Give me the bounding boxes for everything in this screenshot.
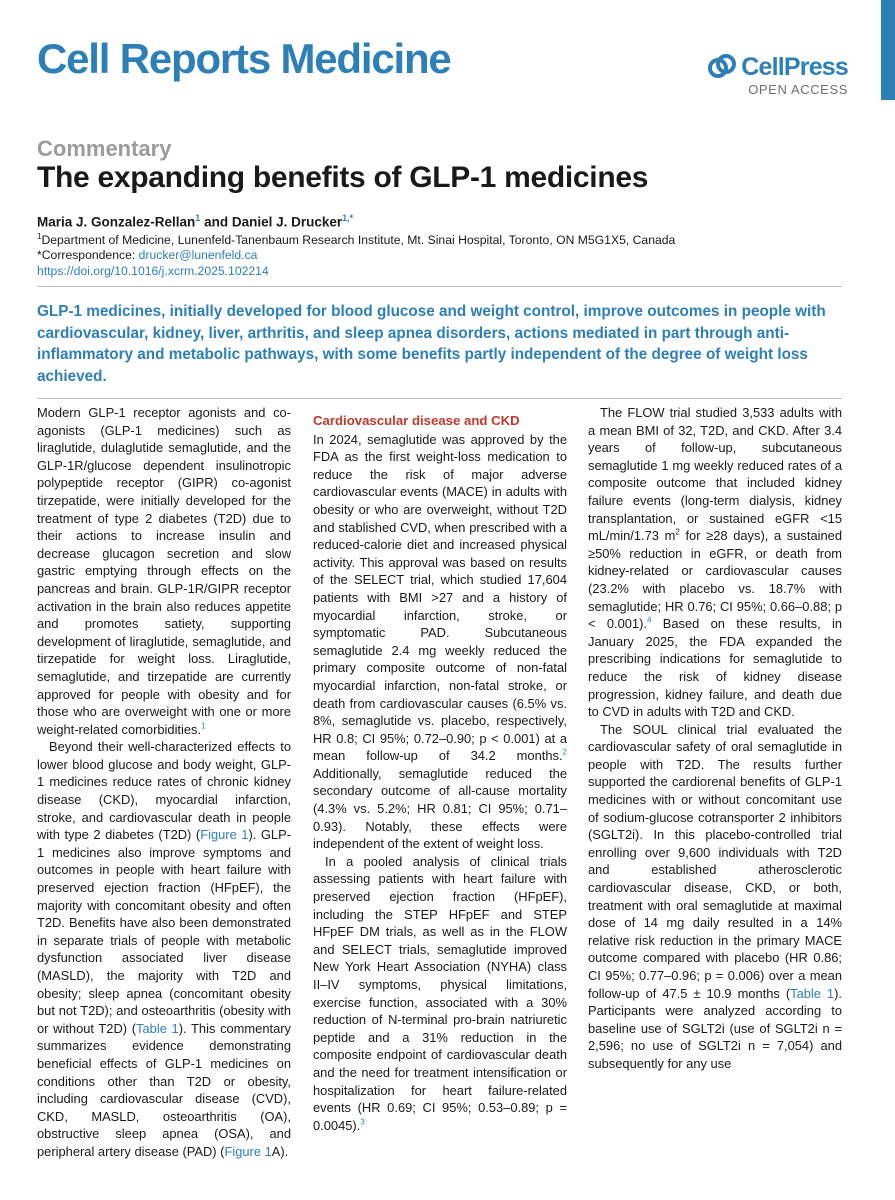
author-name: Daniel J. Drucker [231,214,343,230]
abstract-bottom-rule [37,398,842,399]
publisher-name: CellPress [741,52,848,81]
superscript: 2 [675,527,680,537]
edge-accent-bar [881,0,895,100]
citation-link[interactable]: 2 [562,747,567,757]
author-affiliation-marker: 1,* [342,213,354,223]
journal-title: Cell Reports Medicine [37,35,451,82]
author-list [37,213,353,230]
affiliation-marker: 1 [37,232,42,241]
paragraph-text: Based on these results, in January 2025, the FDA expanded the prescribing indications for semaglutide to reduce the risk of kidney disease progression, kidney failure, and death due to CVD in adults with T2D and CKD. [588,616,842,720]
doi-link[interactable]: https://doi.org/10.1016/j.xcrm.2025.102214 [37,264,269,278]
author-conjunction: and [200,214,232,230]
paragraph-text: In 2024, semaglutide was approved by the FDA as the first weight-loss medication to reduce the risk of major adverse cardiovascular events (MACE) in adults with obesity or who are overweight, without T2D and stablished CVD, when prescribed with a reduced-calorie diet and increased physical activity. This approval was based on results of the SELECT trial, which studied 17,604 patients with BMI >27 and a history of myocardial infarction, stroke, or symptomatic PAD. Subcutaneous semaglutide 2.4 mg weekly reduced the primary composite outcome of non-fatal myocardial infarction, non-fatal stroke, or death from cardiovascular causes (6.5% vs. 8%, semaglutide vs. placebo, respectively, HR 0.8; CI 95%; 0.72–0.90; p < 0.001) at a mean follow-up of 34.2 months. [313,431,567,764]
paragraph-text: ). GLP-1 medicines also improve symptoms and outcomes in people with heart failure with preserved ejection fraction (HFpEF), the majority with concomitant obesity and often T2D. Benefits have also been demonstrated in separate trials of people with metabolic dysfunction associated liver disease (MASLD), the majority with T2D and obesity; sleep apnea (concomitant obesity but not T2D); and osteoarthritis (obesity with or without T2D) ( [37,827,291,1036]
body-column-1 [37,404,291,1161]
article-type: Commentary [37,136,172,161]
body-column-2 [313,404,567,1134]
cellpress-logo-icon [707,52,737,82]
abstract: GLP-1 medicines, initially developed for blood glucose and weight control, improve outcomes in people with cardiovascular, kidney, liver, arthritis, and sleep apnea disorders, actions mediated in part through anti-inflammatory and metabolic pathways, with some benefits partly independent of the degree of weight loss achieved. [37,303,826,385]
paragraph-text: for ≥28 days), a sustained ≥50% reduction in eGFR, or death from kidney-related or cardiovascular causes (23.2% with placebo vs. 18.7% with semaglutide; HR 0.76; CI 95%; 0.66–0.88; p < 0.001). [588,528,842,632]
paragraph [588,404,842,721]
paragraph-text: The FLOW trial studied 3,533 adults with a mean BMI of 32, T2D, and CKD. After 3.4 years of follow-up, subcutaneous semaglutide 1 mg weekly reduced rates of a composite outcome that included kidney failure events (long-term dialysis, kidney transplantation, or sustained eGFR <15 mL/min/1.73 m [588,405,842,544]
author-name: Maria J. Gonzalez-Rellan [37,214,196,230]
correspondence-label: *Correspondence: [37,248,139,262]
correspondence-email-link[interactable]: drucker@lunenfeld.ca [138,248,258,262]
table-link[interactable]: Table 1 [790,985,835,1001]
paragraph-text: Beyond their well-characterized effects to lower blood glucose and body weight, GLP-1 medicines reduce rates of chronic kidney disease (CKD), myocardial infarction, stroke, and cardiovascular death in people with type 2 diabetes (T2D) ( [37,739,291,843]
figure-link[interactable]: Figure 1 [200,827,249,843]
correspondence [37,248,257,262]
paragraph-text: Additionally, semaglutide reduced the secondary outcome of all-cause mortality (4.3% vs. 5.2%; HR 0.81; CI 95%; 0.71–0.93). Notably, these effects were independent of the extent of weight loss. [313,765,567,852]
publisher-badge [700,52,848,97]
paragraph [37,404,291,738]
author-affiliation-marker: 1 [195,213,201,223]
paragraph-text: ). Participants were analyzed according to baseline use of SGLT2i (use of SGLT2i n = 2,596; no use of SGLT2i n = 7,054) and subsequently for any use [588,985,842,1071]
table-link[interactable]: Table 1 [136,1020,179,1036]
citation-link[interactable]: 4 [646,615,652,625]
abstract-top-rule [37,286,842,287]
affiliation-text: Department of Medicine, Lunenfeld-Tanenbaum Research Institute, Mt. Sinai Hospital, Toronto, ON M5G1X5, Canada [41,233,676,248]
citation-link[interactable]: 1 [201,721,206,731]
article-title: The expanding benefits of GLP-1 medicines [37,161,649,194]
paragraph [313,431,567,853]
figure-link[interactable]: Figure 1 [224,1143,272,1159]
section-heading: Cardiovascular disease and CKD [313,413,520,428]
citation-link[interactable]: 3 [360,1117,365,1127]
paragraph-text: ). This commentary summarizes evidence demonstrating beneficial effects of GLP-1 medicines on conditions other than T2D or obesity, including cardiovascular disease (CVD), CKD, MASLD, osteoarthritis (OA), obstructive sleep apnea (OSA), and peripheral artery disease (PAD) ( [37,1020,291,1159]
paragraph [313,853,567,1135]
open-access-label: OPEN ACCESS [748,82,848,97]
paragraph [588,721,842,1073]
paragraph-text: Modern GLP-1 receptor agonists and co-agonists (GLP-1 medicines) such as liraglutide, dulaglutide semaglutide, and the GLP-1R/glucose dependent insulinotropic polypeptide receptor (GIPR) co-agonist tirzepatide, were initially developed for the treatment of type 2 diabetes (T2D) due to their actions to increase insulin and decrease glucagon secretion and slow gastric emptying through effects on the pancreas and brain. GLP-1R/GIPR receptor activation in the brain also reduces appetite and promotes satiety, supporting development of liraglutide, semaglutide, and tirzepatide for weight loss. Liraglutide, semaglutide, and tirzepatide are currently approved for people with obesity and for those who are overweight with one or more weight-related comorbidities. [37,405,291,737]
paragraph-text: A). [271,1143,289,1159]
body-column-3 [588,404,842,1073]
paragraph-text: The SOUL clinical trial evaluated the cardiovascular safety of oral semaglutide in people with T2D. The results further supported the cardiorenal benefits of GLP-1 medicines with or without concomitant use of sodium-glucose cotransporter 2 inhibitors (SGLT2i). In this placebo-controlled trial enrolling over 9,600 individuals with T2D and established atherosclerotic cardiovascular disease, CKD, or both, treatment with oral semaglutide at maximal dose of 14 mg daily resulted in a 14% relative risk reduction in the primary MACE outcome compared with placebo (HR 0.86; CI 95%; 0.77–0.96; p = 0.006) over a mean follow-up of 47.5 ± 10.9 months ( [588,721,842,1001]
paragraph-text: In a pooled analysis of clinical trials assessing patients with heart failure with preserved ejection fraction (HFpEF), including the STEP HFpEF and STEP HFpEF DM trials, as well as in the FLOW and SELECT trials, semaglutide improved New York Heart Association (NYHA) class II–IV symptoms, physical limitations, exercise function, associated with a 30% reduction of N-terminal pro-brain natriuretic peptide and a 31% reduction in the composite endpoint of cardiovascular death and the need for treatment intensification or hospitalization for heart failure-related events (HR 0.69; CI 95%; 0.53–0.89; p = 0.0045). [313,853,567,1133]
affiliation [37,232,675,247]
paragraph [37,738,291,1160]
